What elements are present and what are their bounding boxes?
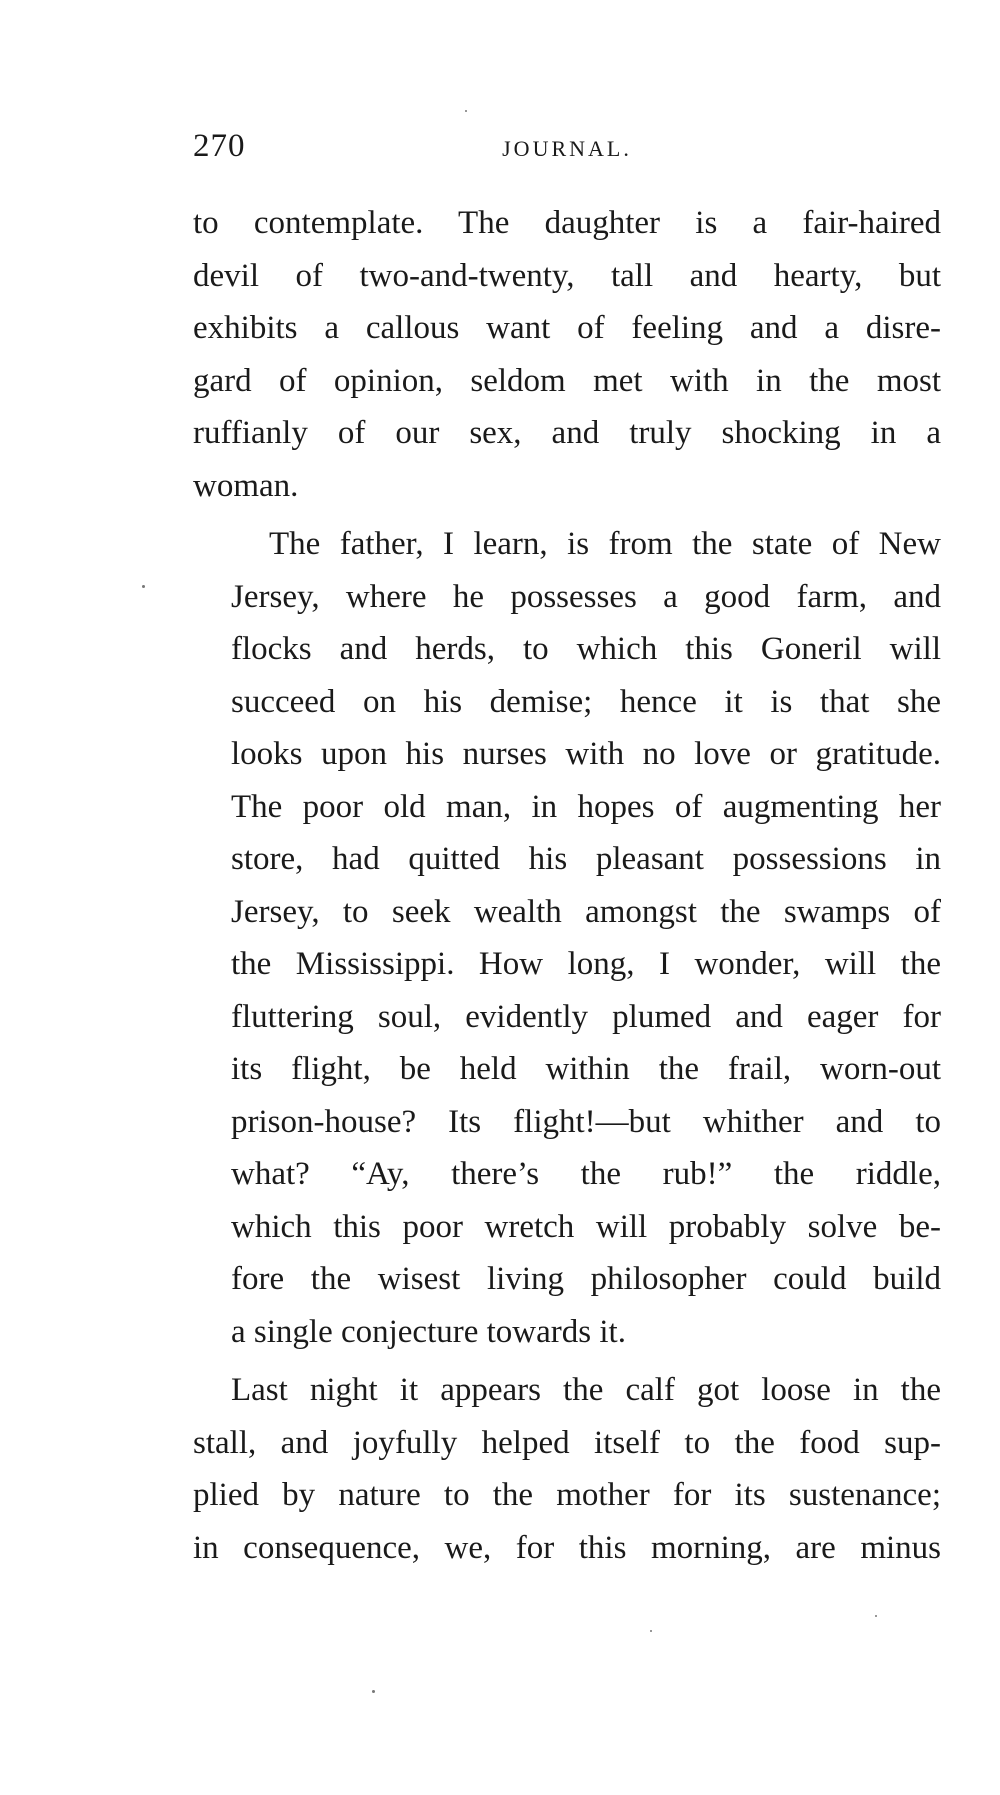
text-line: Jersey, to seek wealth amongst the swamps of [231, 893, 941, 930]
text-line: The poor old man, in hopes of augmenting her [231, 788, 941, 825]
paragraph-1 [193, 197, 941, 512]
text-line: looks upon his nurses with no love or gratitude. [231, 736, 941, 772]
text-line: the Mississippi. How long, I wonder, will the [231, 946, 941, 982]
paragraph-3 [193, 1364, 941, 1574]
running-head: JOURNAL. [502, 136, 632, 161]
paper-speck [372, 1690, 375, 1693]
paper-speck [465, 110, 467, 112]
text-line: exhibits a callous want of feeling and a disre- [193, 310, 941, 346]
text-line: gard of opinion, seldom met with in the most [193, 362, 941, 399]
paragraph-2 [193, 518, 941, 1358]
paper-speck [875, 1615, 877, 1617]
text-line: in consequence, we, for this morning, are minus [193, 1529, 941, 1566]
text-line: to contemplate. The daughter is a fair-haired [193, 205, 941, 241]
paper-speck [650, 1630, 652, 1632]
text-line: what? “Ay, there’s the rub!” the riddle, [231, 1156, 941, 1192]
text-line: flocks and herds, to which this Goneril will [231, 631, 941, 667]
text-line: Jersey, where he possesses a good farm, and [231, 578, 941, 615]
text-line: fluttering soul, evidently plumed and eager for [231, 998, 941, 1035]
text-line: The father, I learn, is from the state of New [269, 526, 941, 562]
text-line: its flight, be held within the frail, worn-out [231, 1051, 941, 1087]
text-line: woman. [193, 467, 299, 504]
text-line: ruffianly of our sex, and truly shocking in a [193, 415, 941, 451]
text-line: which this poor wretch will probably solve be- [231, 1208, 941, 1245]
paper-speck [142, 585, 145, 588]
text-line: Last night it appears the calf got loose in the [231, 1372, 941, 1408]
text-line: devil of two-and-twenty, tall and hearty, but [193, 257, 941, 294]
page-number: 270 [193, 128, 246, 164]
body-text [193, 197, 941, 1580]
page-header [193, 128, 941, 178]
text-line: plied by nature to the mother for its sustenance; [193, 1477, 941, 1513]
text-line: succeed on his demise; hence it is that she [231, 683, 941, 720]
text-line: store, had quitted his pleasant possessions in [231, 841, 941, 877]
text-line: stall, and joyfully helped itself to the food sup- [193, 1424, 941, 1461]
text-line: prison-house? Its flight!—but whither and to [231, 1103, 941, 1140]
text-line: a single conjecture towards it. [231, 1313, 626, 1350]
text-line: fore the wisest living philosopher could build [231, 1261, 941, 1297]
